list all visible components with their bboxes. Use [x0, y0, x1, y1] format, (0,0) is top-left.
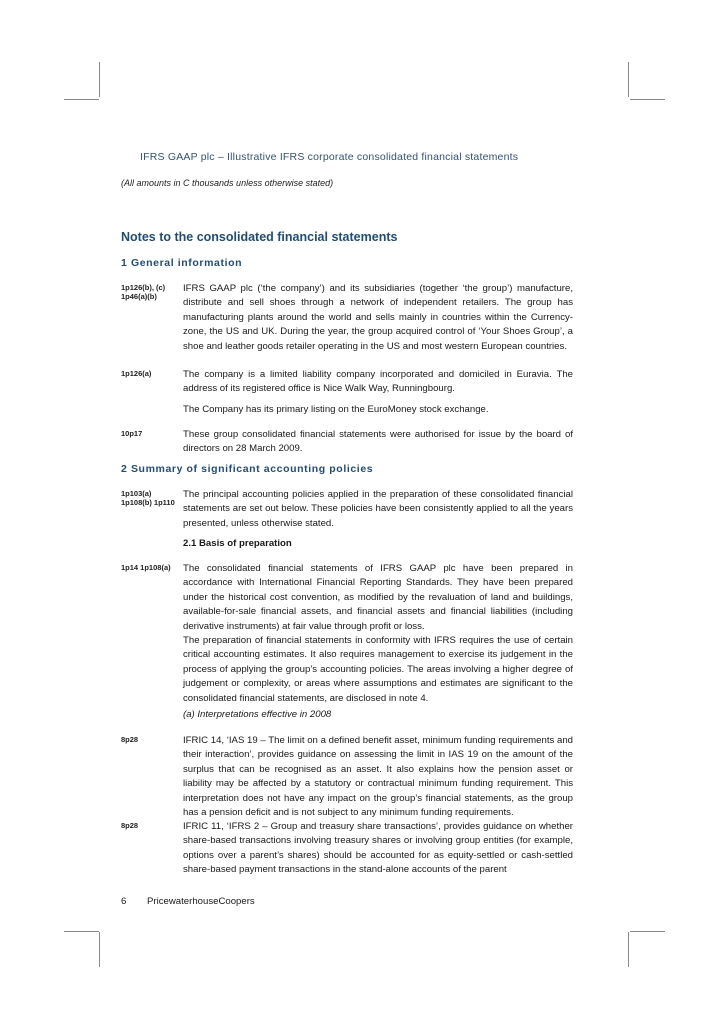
notes-title: Notes to the consolidated financial statements — [121, 230, 398, 244]
footer-company: PricewaterhouseCoopers — [147, 896, 255, 907]
section-heading-general-information: 1 General information — [121, 257, 243, 269]
page-number: 6 — [121, 896, 127, 907]
paragraph-text: These group consolidated financial statements were authorised for issue by the board of directors on 28 March 2009. — [183, 429, 573, 455]
margin-reference: 1p126(a) — [121, 369, 152, 378]
crop-mark — [64, 99, 99, 100]
paragraph-text: The principal accounting policies applied in the preparation of these consolidated financial statements are set out below. These policies have been consistently applied to all the years presented, unless otherwise stated. — [183, 489, 573, 529]
paragraph-text: IFRIC 11, ‘IFRS 2 – Group and treasury share transactions’, provides guidance on whether share-based transactions involving treasury shares or involving group entities (for example, options over a parent’s shares) should be accounted for as equity-settled or cash-settled share-based payment transactions in the stand-alone accounts of the parent — [183, 821, 573, 876]
page-footer — [121, 896, 255, 907]
subheading-basis-of-preparation: 2.1 Basis of preparation — [183, 538, 292, 549]
paragraph-text: IFRIC 14, ‘IAS 19 – The limit on a defined benefit asset, minimum funding requirements and their interaction’, provides guidance on assessing the limit in IAS 19 on the amount of the surplus that can be recognised as an asset. It also explains how the pension asset or liability may be affected by a statutory or contractual minimum funding requirement. This interpretation does not have any impact on the group’s financial statements, as the group has a pension deficit and is not subject to any minimum funding requirements. — [183, 735, 573, 819]
subheading-interpretations: (a) Interpretations effective in 2008 — [183, 709, 332, 720]
paragraph-text: The Company has its primary listing on the EuroMoney stock exchange. — [183, 404, 489, 415]
paragraph-text: The preparation of financial statements in conformity with IFRS requires the use of certain critical accounting estimates. It also requires management to exercise its judgement in the process of applying the group’s accounting policies. The areas involving a higher degree of judgement or complexity, or areas where assumptions and estimates are significant to the consolidated financial statements, are disclosed in note 4. — [183, 635, 573, 704]
margin-reference: 1p14 1p108(a) — [121, 563, 171, 572]
margin-reference: 8p28 — [121, 735, 139, 744]
margin-reference: 10p17 — [121, 429, 143, 438]
amounts-note: (All amounts in C thousands unless otherwise stated) — [121, 178, 334, 188]
running-title: IFRS GAAP plc – Illustrative IFRS corporate consolidated financial statements — [140, 151, 519, 163]
crop-mark — [99, 932, 100, 967]
margin-reference: 1p126(b), (c) 1p46(a)(b) — [121, 283, 166, 301]
crop-mark — [99, 62, 100, 97]
margin-reference: 1p103(a) 1p108(b) 1p110 — [121, 489, 175, 507]
paragraph-text: The consolidated financial statements of IFRS GAAP plc have been prepared in accordance with International Financial Reporting Standards. They have been prepared under the historical cost convention, as modified by the revaluation of land and buildings, available-for-sale financial assets, and financial assets and financial liabilities (including derivative instruments) at fair value through profit or loss. — [183, 563, 573, 632]
margin-reference: 8p28 — [121, 821, 139, 830]
crop-mark — [630, 931, 665, 932]
section-heading-accounting-policies: 2 Summary of significant accounting policies — [121, 463, 374, 475]
paragraph-text: IFRS GAAP plc (‘the company’) and its subsidiaries (together ‘the group’) manufacture, distribute and sell shoes through a network of independent retailers. The group has manufacturing plants around the world and sells mainly in countries within the Currency-zone, the US and UK. During the year, the group acquired control of ‘Your Shoes Group’, a shoe and leather goods retailer operating in the US and most western European countries. — [183, 283, 573, 352]
crop-mark — [64, 931, 99, 932]
crop-mark — [630, 99, 665, 100]
crop-mark — [628, 62, 629, 97]
crop-mark — [628, 932, 629, 967]
paragraph-text: The company is a limited liability company incorporated and domiciled in Euravia. The address of its registered office is Nice Walk Way, Runningbourg. — [183, 369, 573, 395]
